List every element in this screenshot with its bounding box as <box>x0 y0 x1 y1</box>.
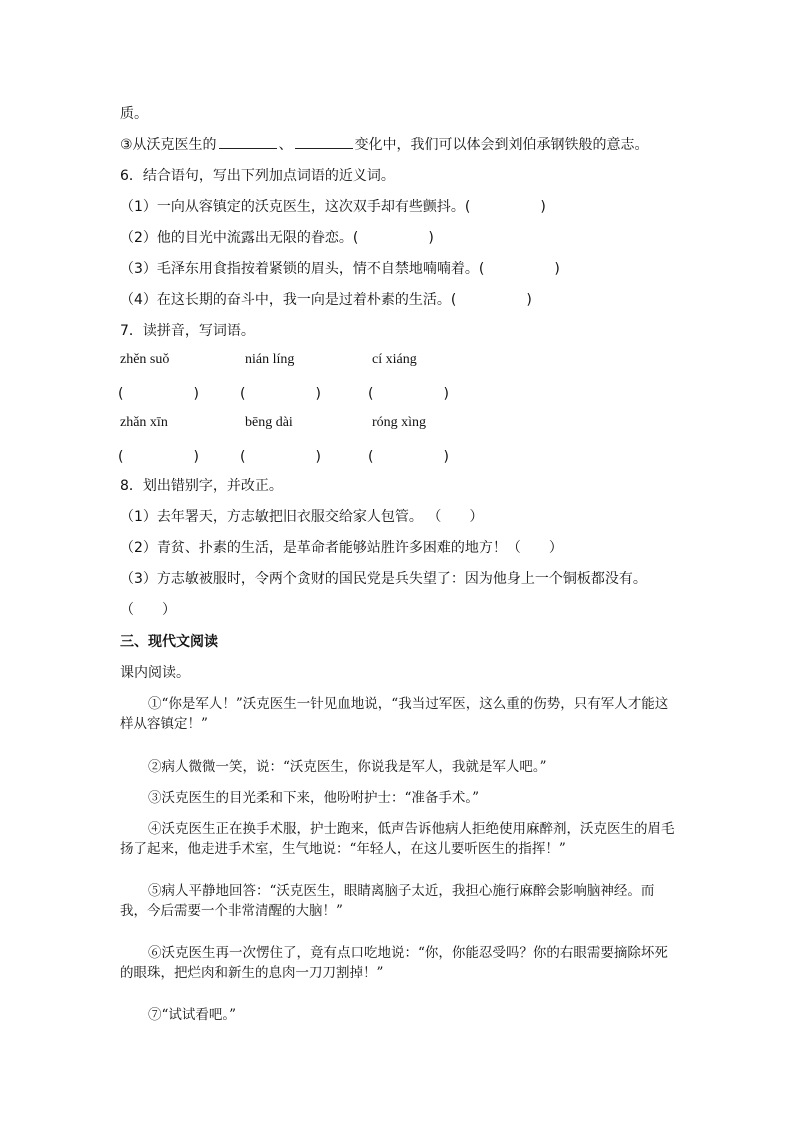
answer-blank[interactable] <box>219 134 277 149</box>
question-line <box>120 134 649 155</box>
question-item: （4）在这长期的奋斗中，我一向是过着朴素的生活。( ) <box>120 292 532 308</box>
text-fragment: ③从沃克医生的 <box>120 137 217 153</box>
question-item: （1）去年署天，方志敏把旧衣服交给家人包管。 （ ） <box>120 509 484 525</box>
pinyin-label: zhǎn xīn <box>120 415 168 430</box>
question-item: （1）一向从容镇定的沃克医生，这次双手却有些颤抖。( ) <box>120 199 546 215</box>
text-line: 课内阅读。 <box>120 665 190 681</box>
passage-paragraph: ④沃克医生正在换手术服，护士跑来，低声告诉他病人拒绝使用麻醉剂，沃克医生的眉毛扬了起来，他走进手术室，生气地说：“年轻人，在这儿要听医生的指挥！” <box>120 821 675 857</box>
pinyin-label: róng xìng <box>372 415 427 430</box>
section-heading: 三、现代文阅读 <box>120 634 218 650</box>
text-fragment: 变化中，我们可以体会到刘伯承钢铁般的意志。 <box>354 137 649 153</box>
passage-paragraph: ⑦“试试看吧。” <box>148 1007 237 1023</box>
question-item: （3）毛泽东用食指按着紧锁的眉头，情不自禁地喃喃着。( ) <box>120 261 560 277</box>
question-title: 6．结合语句，写出下列加点词语的近义词。 <box>120 168 395 184</box>
text-line: 质。 <box>120 106 148 122</box>
question-title: 7．读拼音，写词语。 <box>120 323 255 339</box>
answer-parenthesis[interactable]: ( ) <box>368 386 449 402</box>
passage-paragraph: ②病人微微一笑，说：“沃克医生，你说我是军人，我就是军人吧。” <box>148 759 547 775</box>
answer-blank[interactable] <box>295 134 353 149</box>
answer-parenthesis[interactable]: ( ) <box>240 386 321 402</box>
passage-paragraph: ①“你是军人！”沃克医生一针见血地说，“我当过军医，这么重的伤势，只有军人才能这样从容镇定！” <box>120 696 669 732</box>
question-item: （2）青贫、扑素的生活，是革命者能够站胜许多困难的地方！（ ） <box>120 540 563 556</box>
answer-parenthesis[interactable]: ( ) <box>118 386 199 402</box>
answer-parenthesis[interactable]: ( ) <box>368 449 449 465</box>
answer-parenthesis[interactable]: （ ） <box>120 602 176 618</box>
pinyin-label: zhěn suǒ <box>120 352 170 367</box>
passage-paragraph: ⑥沃克医生再一次愣住了，竟有点口吃地说：“你，你能忍受吗？你的右眼需要摘除坏死的眼珠，把烂肉和新生的息肉一刀刀割掉！” <box>120 945 668 981</box>
pinyin-label: bēng dài <box>245 415 293 430</box>
answer-parenthesis[interactable]: ( ) <box>118 449 199 465</box>
pinyin-label: cí xiáng <box>372 352 417 367</box>
text-fragment: 、 <box>278 137 293 153</box>
passage-paragraph: ⑤病人平静地回答：“沃克医生，眼睛离脑子太近，我担心施行麻醉会影响脑神经。而我，今后需要一个非常清醒的大脑！” <box>120 883 655 919</box>
question-item: （2）他的目光中流露出无限的眷恋。( ) <box>120 230 434 246</box>
pinyin-label: nián líng <box>245 352 295 367</box>
question-title: 8．划出错别字，并改正。 <box>120 478 283 494</box>
question-item: （3）方志敏被服时，令两个贪财的国民党是兵失望了：因为他身上一个铜板都没有。 <box>120 571 647 587</box>
passage-paragraph: ③沃克医生的目光柔和下来，他吩咐护士：“准备手术。” <box>148 790 480 806</box>
answer-parenthesis[interactable]: ( ) <box>240 449 321 465</box>
